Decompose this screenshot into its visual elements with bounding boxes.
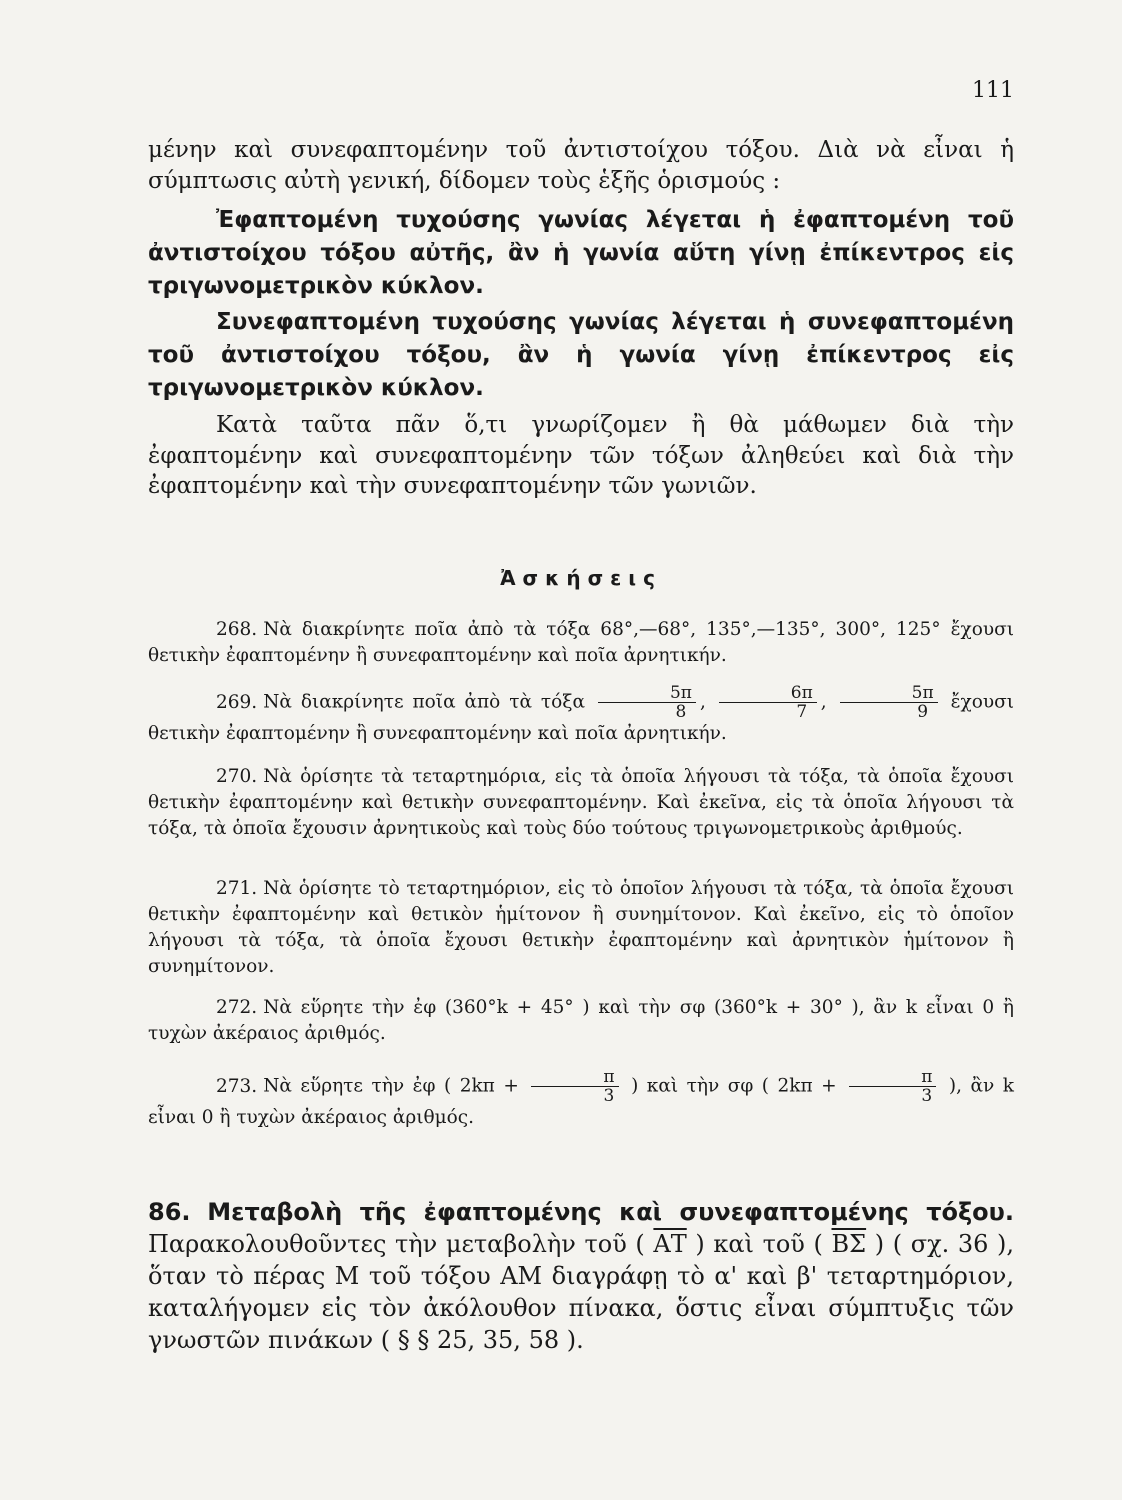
- fraction: $\frac{\pi}{3}$: [531, 1068, 618, 1105]
- conclusion-paragraph: [148, 410, 1014, 502]
- exercise-text: Νὰ διακρίνητε ποῖα ἀπὸ τὰ τόξα 68°,—68°, 135°,—135°, 300°, 125° ἔχουσι θετικὴν ἐφαπτομένην ἢ συνεφαπτομένην καὶ ποῖα ἀρνητικήν.: [148, 619, 1014, 666]
- section-title: Μεταβολὴ τῆς ἐφαπτομένης καὶ συνεφαπτομένης τόξου.: [207, 1198, 1014, 1226]
- fraction: $\frac{6\pi}{7}$: [719, 684, 817, 721]
- definition-cotangent: [148, 306, 1014, 405]
- exercise-273: [148, 1068, 1014, 1131]
- fraction: $\frac{\pi}{3}$: [849, 1068, 936, 1105]
- exercise-271: [148, 876, 1014, 980]
- fraction: $\frac{5\pi}{8}$: [598, 684, 696, 721]
- exercise-number: 272.: [216, 997, 258, 1018]
- exercise-number: 269.: [216, 691, 258, 713]
- segment-bs: $\overline{B\Sigma}$: [831, 1230, 867, 1258]
- section-text: ) ( σχ. 36 ), ὅταν τὸ πέρας Μ τοῦ τόξου ΑΜ διαγράφῃ τὸ α' καὶ β' τεταρτημόριον, καταλήγομεν εἰς τὸν ἀκόλουθον πίνακα, ὅστις εἶναι σύμπτυξις τῶν γνωστῶν πινάκων ( § § 25, 35, 58 ).: [148, 1230, 1014, 1354]
- section-text: Παρακολουθοῦντες τὴν μεταβολὴν τοῦ (: [148, 1230, 645, 1258]
- exercises-heading: Ἀσκήσεις: [500, 566, 662, 590]
- conclusion-text: Κατὰ ταῦτα πᾶν ὅ,τι γνωρίζομεν ἢ θὰ μάθωμεν διὰ τὴν ἐφαπτομένην καὶ συνεφαπτομένην τῶν τόξων ἀληθεύει καὶ διὰ τὴν ἐφαπτομένην καὶ τὴν συνεφαπτομένην τῶν γωνιῶν.: [148, 412, 1014, 499]
- exercise-269: 269. Νὰ διακρίνητε ποῖα ἀπὸ τὰ τόξα $\frac{5\pi}{8}$ , $\frac{6\pi}{7}$ , $\frac{5\pi}{9}$ ἔχουσι θετικὴν ἐφαπτομένην ἢ συνεφαπτομένην καὶ ποῖα ἀρνητικήν.: [148, 683, 1014, 744]
- exercise-number: 268.: [216, 619, 258, 640]
- exercise-text: Νὰ εὕρητε τὴν ἐφ (360°k + 45° ) καὶ τὴν σφ (360°k + 30° ), ἂν k εἶναι 0 ἢ τυχὼν ἀκέραιος ἀριθμός.: [148, 997, 1014, 1044]
- exercise-272: [148, 995, 1014, 1047]
- definition-tangent: [148, 204, 1014, 303]
- exercise-text: Νὰ διακρίνητε ποῖα ἀπὸ τὰ τόξα: [263, 691, 585, 713]
- intro-text: μένην καὶ συνεφαπτομένην τοῦ ἀντιστοίχου τόξου. Διὰ νὰ εἶναι ἡ σύμπτωσις αὐτὴ γενική, δίδομεν τοὺς ἑξῆς ὁρισμούς :: [148, 137, 1014, 194]
- exercise-text-mid: ) καὶ τὴν σφ ( 2kπ +: [631, 1075, 837, 1097]
- exercise-text: Νὰ ὁρίσητε τὸ τεταρτημόριον, εἰς τὸ ὁποῖον λήγουσι τὰ τόξα, τὰ ὁποῖα ἔχουσι θετικὴν ἐφαπτομένην καὶ θετικὸν ἡμίτονον ἢ συνημίτονον. Καὶ ἐκεῖνο, εἰς τὸ ὁποῖον λήγουσι τὰ τόξα, τὰ ὁποῖα ἔχουσι θετικὴν ἐφαπτομένην καὶ ἀρνητικὸν ἡμίτονον ἢ συνημίτονον.: [148, 878, 1014, 977]
- exercise-268: [148, 617, 1014, 669]
- exercises-heading-block: [148, 566, 1014, 590]
- intro-paragraph: [148, 135, 1014, 196]
- page-number: 111: [972, 78, 1014, 103]
- definition-tangent-text: Ἐφαπτομένη τυχούσης γωνίας λέγεται ἡ ἐφαπτομένη τοῦ ἀντιστοίχου τόξου αὐτῆς, ἂν ἡ γωνία αὕτη γίνῃ ἐπίκεντρος εἰς τριγωνομετρικὸν κύκλον.: [148, 207, 1014, 299]
- exercise-text: Νὰ εὕρητε τὴν ἐφ ( 2kπ +: [263, 1075, 519, 1097]
- exercise-number: 271.: [216, 878, 258, 899]
- section-86: [148, 1196, 1014, 1356]
- segment-at: $\overline{AT}$: [653, 1230, 687, 1258]
- exercise-text-end: ἔχουσι θετικὴν ἐφαπτομένην ἢ συνεφαπτομένην καὶ ποῖα ἀρνητικήν.: [148, 691, 1014, 744]
- section-number: 86.: [148, 1198, 191, 1226]
- fraction: $\frac{5\pi}{9}$: [840, 684, 938, 721]
- exercise-text: Νὰ ὁρίσητε τὰ τεταρτημόρια, εἰς τὰ ὁποῖα λήγουσι τὰ τόξα, τὰ ὁποῖα ἔχουσι θετικὴν ἐφαπτομένην καὶ θετικὴν συνεφαπτομένην. Καὶ ἐκεῖνα, εἰς τὰ ὁποῖα λήγουσι τὰ τόξα, τὰ ὁποῖα ἔχουσιν ἀρνητικοὺς καὶ τοὺς δύο τούτους τριγωνομετρικοὺς ἀριθμούς.: [148, 766, 1014, 839]
- exercise-number: 270.: [216, 766, 258, 787]
- exercise-270: [148, 764, 1014, 842]
- definition-cotangent-text: Συνεφαπτομένη τυχούσης γωνίας λέγεται ἡ συνεφαπτομένη τοῦ ἀντιστοίχου τόξου, ἂν ἡ γωνία γίνῃ ἐπίκεντρος εἰς τριγωνομετρικὸν κύκλον.: [148, 309, 1014, 401]
- section-text: ) καὶ τοῦ (: [695, 1230, 823, 1258]
- exercise-number: 273.: [216, 1075, 258, 1097]
- exercise-text-end: ), ἂν k εἶναι 0 ἢ τυχὼν ἀκέραιος ἀριθμός.: [148, 1075, 1014, 1128]
